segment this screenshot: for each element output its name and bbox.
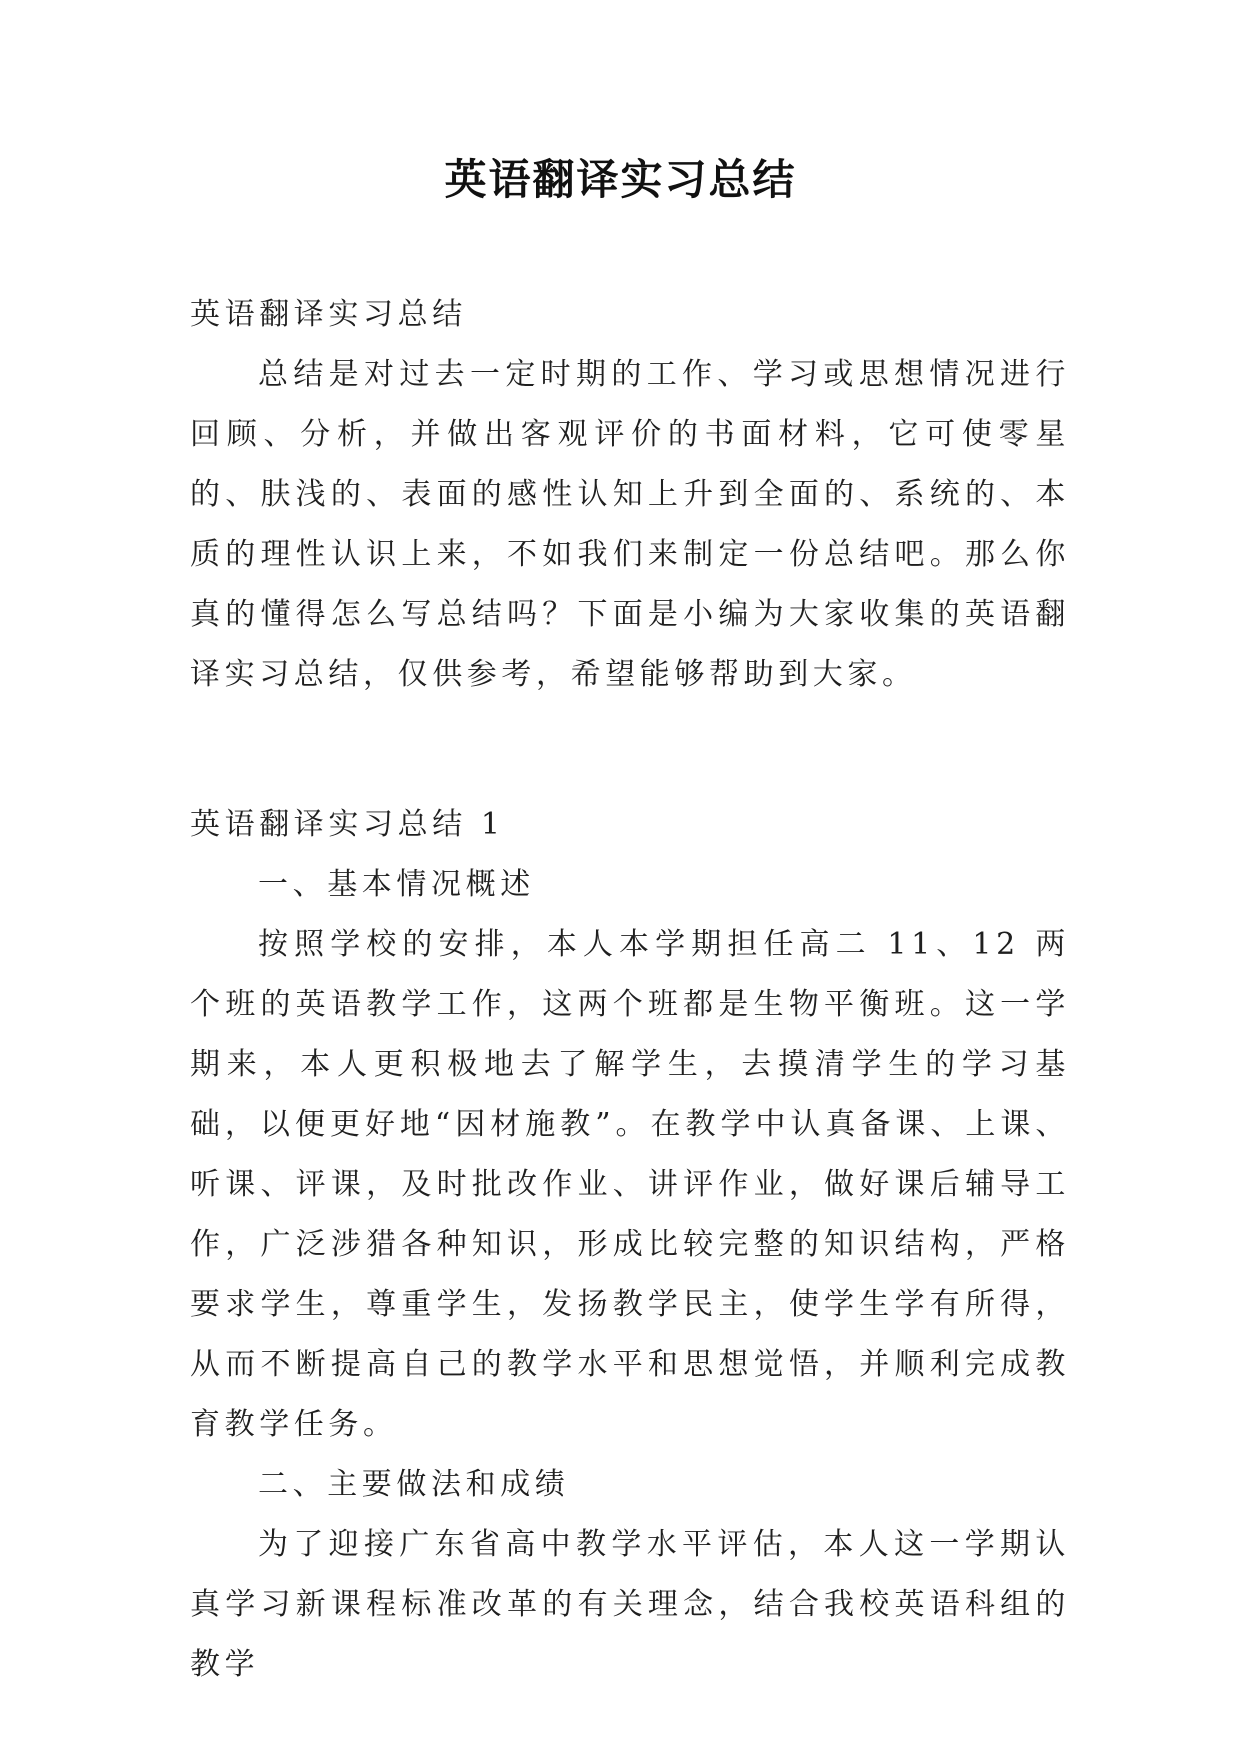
- document-title: 英语翻译实习总结: [444, 155, 797, 204]
- subheading-basic-overview: 一、基本情况概述: [258, 867, 535, 902]
- subheading-main-practices: 二、主要做法和成绩: [258, 1467, 570, 1502]
- intro-heading: 英语翻译实习总结: [190, 297, 467, 332]
- section-heading: 英语翻译实习总结 1: [190, 807, 505, 842]
- paragraph-main-practices: 为了迎接广东省高中教学水平评估，本人这一学期认真学习新课程标准改革的有关理念，结合我校英语科组的教学: [190, 1527, 1070, 1682]
- intro-paragraph: 总结是对过去一定时期的工作、学习或思想情况进行回顾、分析，并做出客观评价的书面材料，它可使零星的、肤浅的、表面的感性认知上升到全面的、系统的、本质的理性认识上来，不如我们来制定一份总结吧。那么你真的懂得怎么写总结吗？下面是小编为大家收集的英语翻译实习总结，仅供参考，希望能够帮助到大家。: [190, 357, 1070, 692]
- paragraph-basic-overview: 按照学校的安排，本人本学期担任高二 11、12 两个班的英语教学工作，这两个班都是生物平衡班。这一学期来，本人更积极地去了解学生，去摸清学生的学习基础，以便更好地“因材施教”。在教学中认真备课、上课、听课、评课，及时批改作业、讲评作业，做好课后辅导工作，广泛涉猎各种知识，形成比较完整的知识结构，严格要求学生，尊重学生，发扬教学民主，使学生学有所得，从而不断提高自己的教学水平和思想觉悟，并顺利完成教育教学任务。: [190, 927, 1070, 1442]
- intro-section: [190, 285, 1070, 705]
- summary-section-1: [190, 795, 1070, 1695]
